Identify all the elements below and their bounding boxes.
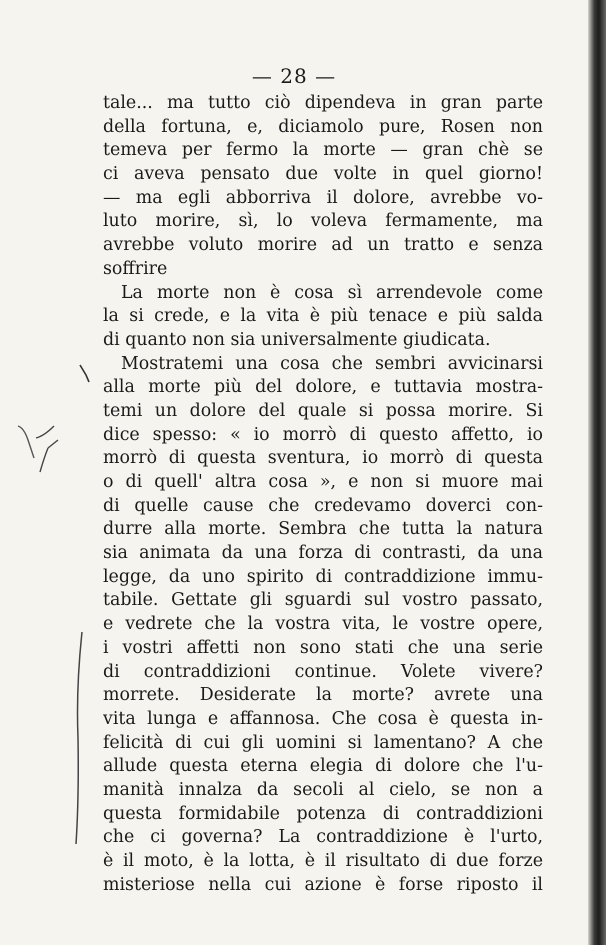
text-line: morrò di questa sventura, io morrò di questa [103, 448, 543, 469]
text-line: questa formidabile potenza di contraddizioni [103, 803, 543, 824]
text-line: allude questa eterna elegia di dolore che l'u- [103, 756, 543, 777]
text-line: dice spesso: « io morrò di questo affetto, io [103, 424, 543, 445]
text-line: avrebbe voluto morire ad un tratto e senza [103, 235, 543, 256]
text-line: tale... ma tutto ciò dipendeva in gran parte [103, 93, 543, 113]
text-line: alla morte più del dolore, e tuttavia mostra- [103, 377, 543, 398]
text-line: felicità di cui gli uomini si lamentano? A che [103, 732, 543, 753]
text-line: tabile. Gettate gli sguardi sul vostro passato, [103, 590, 543, 611]
text-line: La morte non è cosa sì arrendevole come [121, 282, 543, 303]
text-line: misteriose nella cui azione è forse riposto il [103, 874, 543, 895]
text-line: luto morire, sì, lo voleva fermamente, ma [103, 211, 543, 232]
text-line: i vostri affetti non sono stati che una serie [103, 637, 543, 658]
text-line: sia animata da una forza di contrasti, da una [103, 543, 543, 564]
text-line: vita lunga e affannosa. Che cosa è questa in- [103, 708, 543, 729]
text-line: di contraddizioni continue. Volete vivere? [103, 661, 543, 682]
text-line: manità innalza da secoli al cielo, se non a [103, 779, 543, 800]
pencil-margin-line [70, 628, 86, 848]
text-line: è il moto, è la lotta, è il risultato di due forze [103, 851, 543, 871]
text-line: e vedrete che la vostra vita, le vostre opere, [103, 614, 543, 635]
text-line: o di quell' altra cosa », e non si muore mai [103, 472, 543, 492]
text-line: temi un dolore del quale si possa morire. Si [103, 400, 543, 421]
page-number: — 28 — [251, 64, 337, 88]
text-line: di quanto non sia universalmente giudicata. [103, 329, 491, 350]
pencil-tick-mark [78, 363, 92, 385]
text-line: legge, da uno spirito di contraddizione immu- [103, 566, 543, 587]
text-line: di quelle cause che credevamo doverci con- [103, 495, 543, 516]
text-line: la si crede, e la vita è più tenace e più salda [103, 306, 543, 327]
text-line: ci aveva pensato due volte in quel giorno! [103, 164, 543, 185]
book-binding-edge [588, 0, 606, 945]
body-text [103, 92, 543, 897]
text-line: che ci governa? La contraddizione è l'urto, [103, 827, 543, 848]
text-line: della fortuna, e, diciamolo pure, Rosen non [103, 116, 543, 137]
text-line: Mostratemi una cosa che sembri avvicinarsi [121, 353, 543, 374]
text-line: — ma egli abborriva il dolore, avrebbe vo- [103, 187, 543, 208]
pencil-annotation-mark [14, 418, 64, 478]
text-line: soffrire [103, 258, 168, 279]
text-line: temeva per fermo la morte — gran chè se [103, 140, 543, 161]
text-line: morrete. Desiderate la morte? avrete una [103, 685, 543, 706]
text-line: durre alla morte. Sembra che tutta la natura [103, 519, 543, 540]
